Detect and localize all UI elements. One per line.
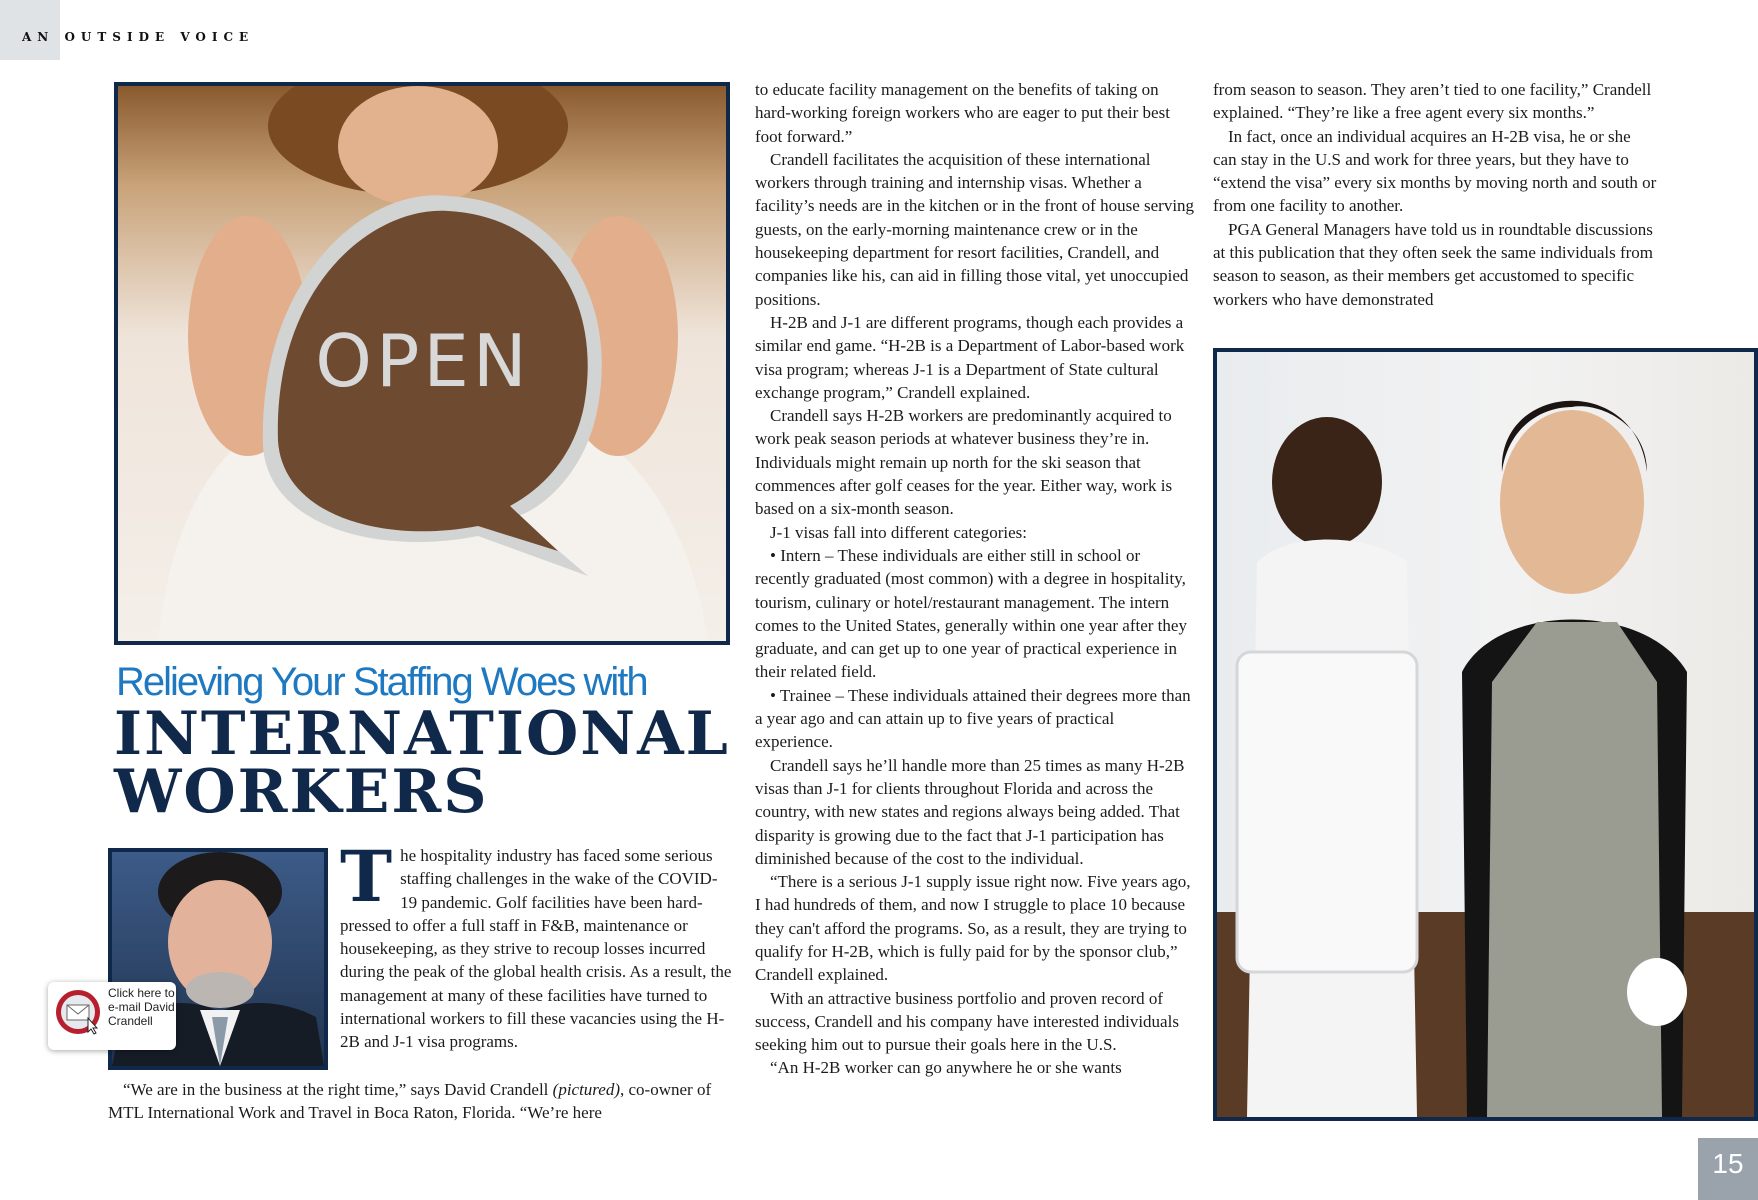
email-link-card[interactable] xyxy=(48,982,176,1050)
headline-kicker: Relieving Your Staffing Woes with xyxy=(116,660,647,704)
page-number-box xyxy=(1698,1138,1758,1200)
barista-photo xyxy=(1213,348,1758,1121)
column-3-paragraph: from season to season. They aren’t tied to one facility,” Crandell explained. “They’re like a free agent every six months.” xyxy=(1213,80,1652,123)
bullet-trainee: • Trainee – These individuals attained their degrees more than a year ago and can attain up to five years of practical experience. xyxy=(755,685,1191,752)
intro-text: he hospitality industry has faced some serious staffing challenges in the wake of the COVID-19 pandemic. Golf facilities have been hard-pressed to offer a full staff in F&B, maintenance or housekeeping, as they strive to recoup losses incurred during the peak of the global health crisis. As a result, the management at many of these facilities have turned to international workers to fill these vacancies using the H-2B and J-1 visa programs. xyxy=(340,846,732,1052)
column-2-paragraph: “There is a serious J-1 supply issue right now. Five years ago, I had hundreds of them, and now I struggle to place 10 because they can't afford the programs. So, as a result, they are trying to qualify for H-2B, which is fully paid for by the sponsor club,” Crandell explained. xyxy=(755,872,1191,985)
open-sign-photo xyxy=(114,82,730,645)
bullet-intern: • Intern – These individuals are either still in school or recently graduated (most common) with a degree in hospitality, tourism, culinary or hotel/restaurant management. The intern comes to the United States, generally within one year after they graduate, and can get up to one year of practical experience in their related field. xyxy=(755,545,1187,682)
column-2-paragraph: Crandell says H-2B workers are predominantly acquired to work peak season periods at whatever business they’re in. Individuals might remain up north for the ski season that commences after golf ceases for the year. Either way, work is based on a six-month season. xyxy=(755,406,1173,519)
quote-before: “We are in the business at the right time,” says David Crandell xyxy=(123,1080,553,1099)
headline-line-international: INTERNATIONAL xyxy=(114,699,730,769)
barista-illustration xyxy=(1217,352,1754,1117)
headline-main xyxy=(114,699,730,827)
column-2-paragraph: Crandell says he’ll handle more than 25 times as many H-2B visas than J-1 for clients throughout Florida and across the country, with new states and regions always being added. That disparity is growing due to the fact that J-1 participation has diminished because of the cost to the individual. xyxy=(755,755,1185,868)
headline-line-workers: WORKERS xyxy=(114,757,489,827)
open-sign-illustration xyxy=(118,86,726,641)
column-3-paragraph: In fact, once an individual acquires an H-2B visa, he or she can stay in the U.S and work for three years, but they have to “extend the visa” every six months by moving north and south or from one facility to another. xyxy=(1213,126,1657,216)
email-link-label[interactable]: Click here to e-mail David Crandell xyxy=(108,986,175,1028)
sign-text: OPEN xyxy=(315,319,531,403)
column-3 xyxy=(1213,78,1658,311)
intro-paragraph xyxy=(340,835,732,1054)
page-number: 15 xyxy=(1712,1148,1744,1179)
crandell-quote-paragraph xyxy=(108,1078,733,1125)
column-2 xyxy=(755,78,1195,1080)
column-3-paragraph: PGA General Managers have told us in roundtable discussions at this publication that they often seek the same individuals from season to season, as their members get accustomed to specific workers who have demonstrated xyxy=(1213,219,1654,309)
column-2-paragraph: Crandell facilitates the acquisition of these international workers through training and internship visas. Whether a facility’s needs are in the kitchen or in the front of house serving guests, on the early-morning maintenance crew or in the housekeeping department for resort facilities, Crandell, and companies like his, can aid in filling those vital, yet unoccupied positions. xyxy=(755,149,1195,309)
column-2-paragraph: H-2B and J-1 are different programs, though each provides a similar end game. “H-2B is a Department of Labor-based work visa program; whereas J-1 is a Department of State cultural exchange program,” Crandell explained. xyxy=(755,312,1185,402)
column-2-paragraph: “An H-2B worker can go anywhere he or she wants xyxy=(770,1058,1122,1078)
dropcap: T xyxy=(340,835,393,918)
column-2-paragraph: With an attractive business portfolio and proven record of success, Crandell and his company have interested individuals seeking him out to pursue their goals here in the U.S. xyxy=(755,988,1179,1055)
column-2-paragraph: to educate facility management on the benefits of taking on hard-working foreign workers who are eager to put their best foot forward.” xyxy=(755,80,1170,146)
section-kicker: AN OUTSIDE VOICE xyxy=(22,30,255,44)
pictured-note: (pictured) xyxy=(552,1080,621,1099)
email-envelope-icon[interactable] xyxy=(54,988,102,1036)
column-2-paragraph: J-1 visas fall into different categories: xyxy=(770,522,1027,542)
quote-after: , co-owner of MTL International Work and Travel in Boca Raton, Florida. “We’re here xyxy=(108,1080,712,1123)
